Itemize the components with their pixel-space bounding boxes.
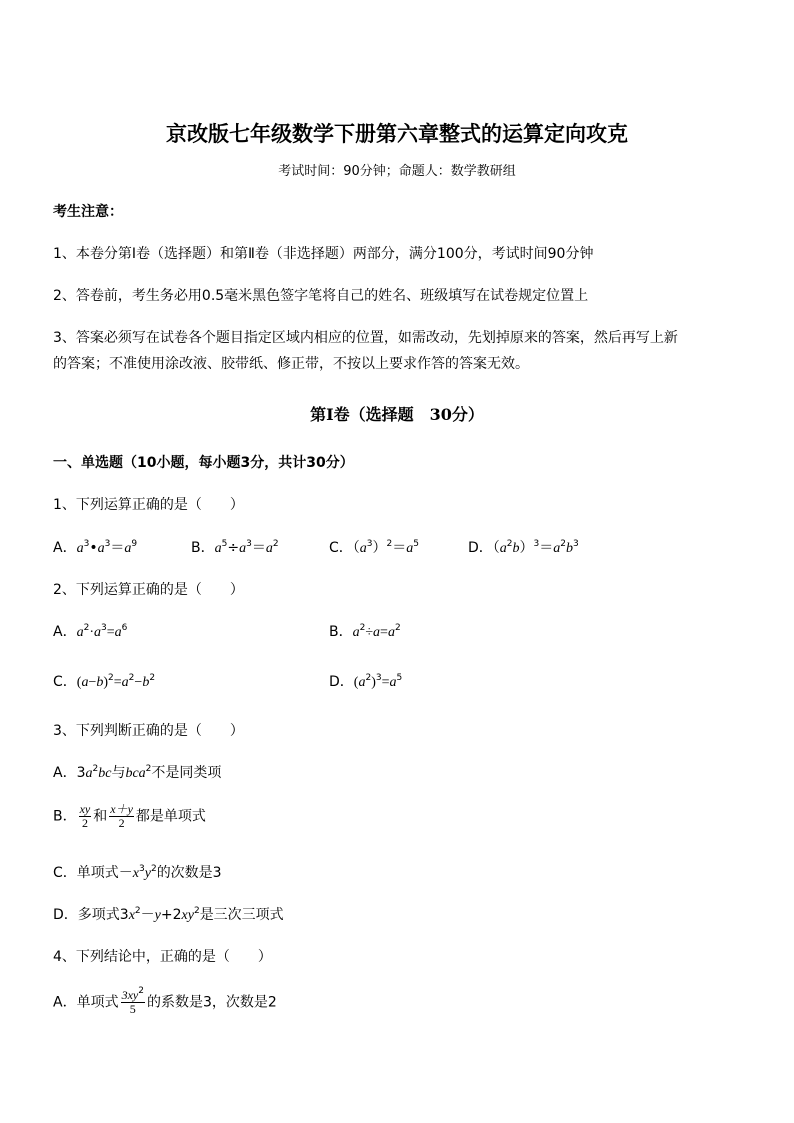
page-title: 京改版七年级数学下册第六章整式的运算定向攻克 — [166, 121, 628, 146]
question-1-option-c[interactable]: C．$(a^3)^2=a^5$ — [329, 539, 419, 556]
notice-item-3: 3、答案必须写在试卷各个题目指定区域内相应的位置，如需改动，先划掉原来的答案，然后再写上新 — [53, 330, 678, 346]
notice-item-2: 2、答卷前，考生务必用0.5毫米黑色签字笔将自己的姓名、班级填写在试卷规定位置上 — [53, 288, 589, 304]
fraction-xy-over-2: $\frac{xy}{2}$ — [79, 802, 91, 830]
section-heading: 一、单选题（10小题，每小题3分，共计30分） — [53, 455, 354, 471]
question-3-option-a[interactable]: A．$3a^2bc$与bca$^2$不是同类项 — [53, 764, 222, 781]
notice-item-1: 1、本卷分第Ⅰ卷（选择题）和第Ⅱ卷（非选择题）两部分，满分100分，考试时间90分钟 — [53, 246, 594, 262]
exam-info: 考试时间：90分钟；命题人：数学教研组 — [278, 164, 516, 179]
question-4-option-a[interactable]: A．单项式 $\frac{3xy^2}{5}$ 的系数是3，次数是2 — [53, 986, 277, 1016]
question-2-option-c[interactable]: C．$(a-b)^2=a^2-b^2$ — [53, 673, 156, 690]
question-2-option-a[interactable]: A．$a^2\cdot a^3=a^6$ — [53, 623, 128, 640]
question-2-option-d[interactable]: D．$(a^2)^3=a^5$ — [329, 673, 403, 690]
question-1-stem: 1、下列运算正确的是（ ） — [53, 497, 244, 513]
question-2-option-b[interactable]: B．$a^2\div a=a^2$ — [329, 623, 401, 640]
question-2-stem: 2、下列运算正确的是（ ） — [53, 582, 244, 598]
question-1-option-d[interactable]: D．$(a^2b)^3=a^2b^3$ — [468, 539, 579, 556]
question-4-stem: 4、下列结论中，正确的是（ ） — [53, 949, 272, 965]
question-3-option-b[interactable]: B． $\frac{xy}{2}$ 和 $\frac{x+y}{2}$ 都是单项式 — [53, 802, 206, 830]
question-1-option-a[interactable]: A．$a^3•a^3=a^9$ — [53, 539, 138, 556]
part-title: 第Ⅰ卷（选择题 30分） — [310, 405, 484, 424]
question-3-option-d[interactable]: D．多项式$3x^2-y+2xy^2$是三次三项式 — [53, 906, 284, 923]
question-3-option-c[interactable]: C．单项式$-x^3y^2$的次数是3 — [53, 864, 222, 881]
question-3-stem: 3、下列判断正确的是（ ） — [53, 723, 244, 739]
fraction-x-plus-y-over-2: $\frac{x+y}{2}$ — [110, 802, 133, 830]
question-1-option-b[interactable]: B．$a^5\div a^3=a^2$ — [191, 539, 279, 556]
notice-heading: 考生注意： — [53, 204, 123, 220]
fraction-3xy2-over-5: $\frac{3xy^2}{5}$ — [121, 986, 144, 1016]
notice-item-3-cont: 的答案；不准使用涂改液、胶带纸、修正带，不按以上要求作答的答案无效。 — [53, 356, 529, 372]
